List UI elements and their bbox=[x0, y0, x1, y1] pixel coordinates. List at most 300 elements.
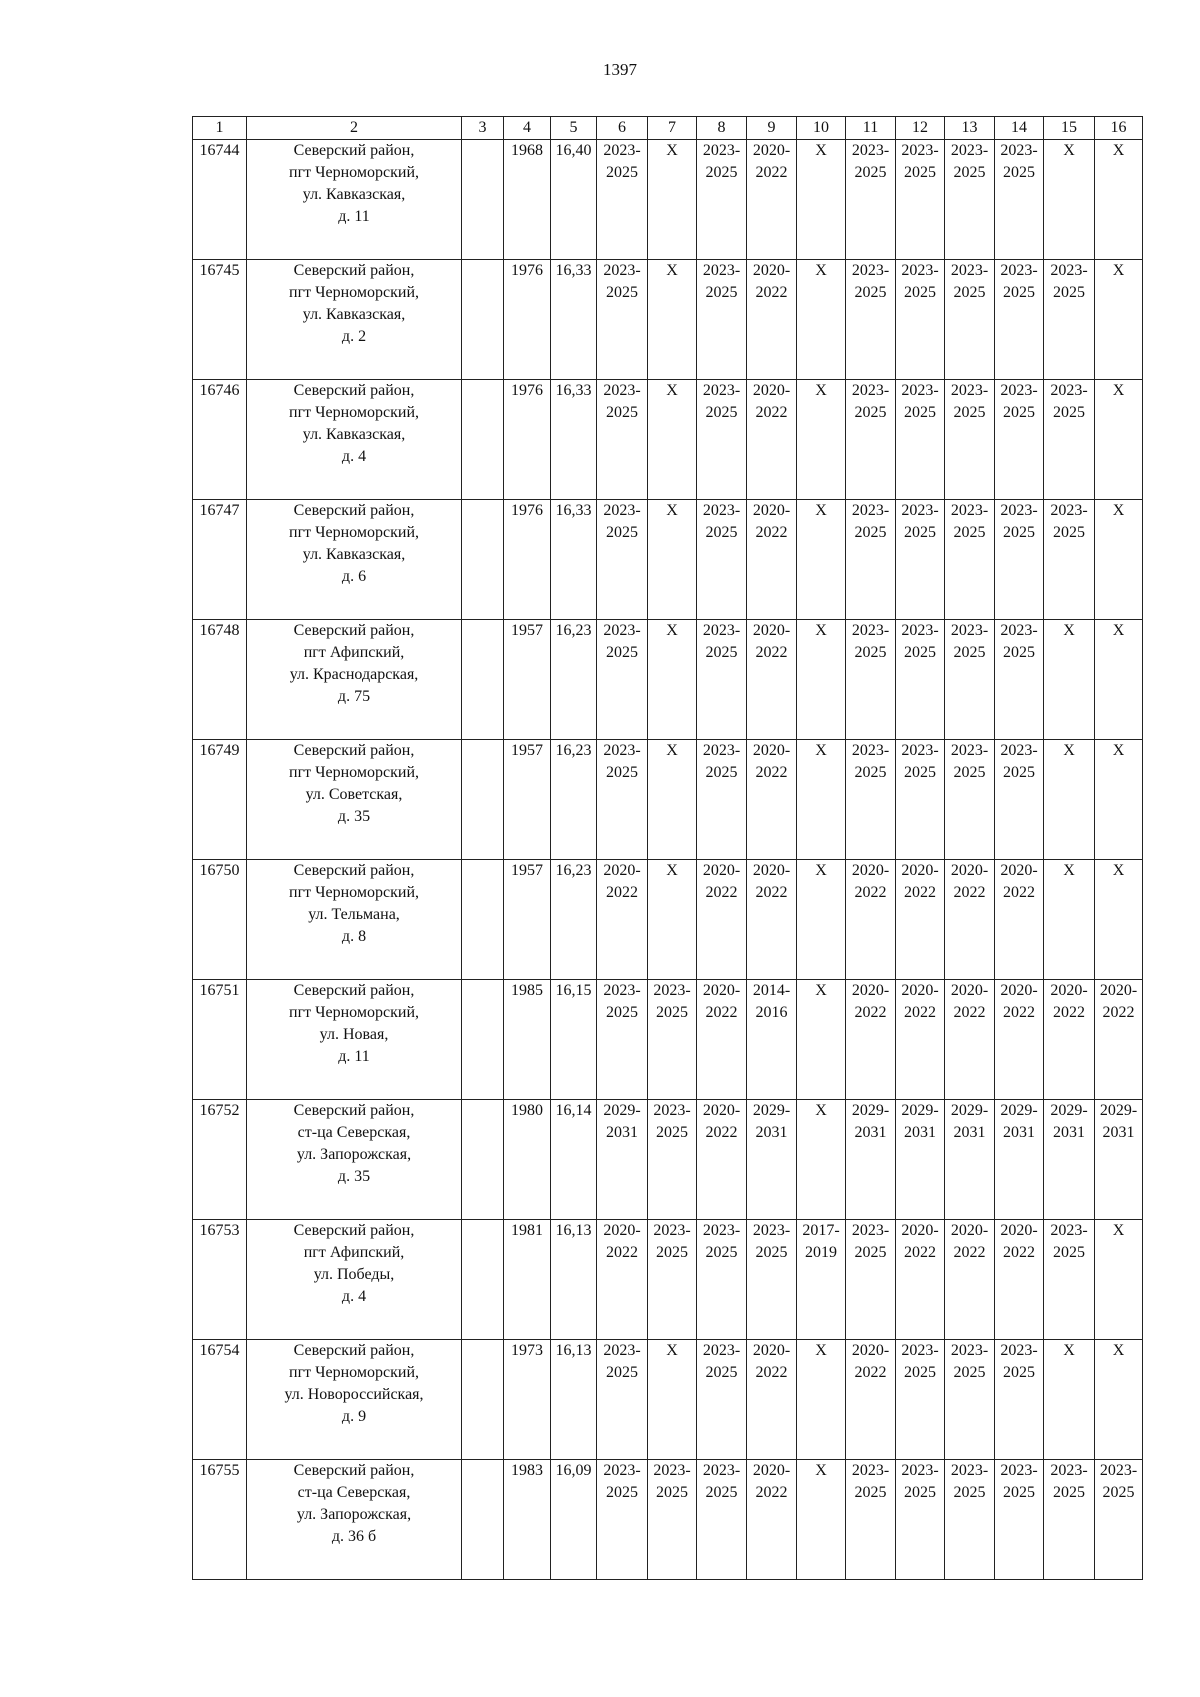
cell-line: 2020- bbox=[702, 982, 741, 999]
period-cell bbox=[747, 860, 797, 980]
cell-line: 2023- bbox=[851, 262, 890, 279]
cell-line: Северский район, bbox=[293, 1222, 415, 1239]
cell-line: Х bbox=[1063, 862, 1075, 879]
cell-line: 2022 bbox=[755, 644, 788, 661]
cell-line: 2023- bbox=[950, 622, 989, 639]
cell-line: Северский район, bbox=[293, 622, 415, 639]
cell-line: 2022 bbox=[904, 1244, 936, 1261]
cell-line: 2023- bbox=[603, 262, 641, 279]
period-cell bbox=[846, 980, 896, 1100]
cell-line: 2029- bbox=[901, 1102, 939, 1119]
period-cell bbox=[747, 620, 797, 740]
table-row bbox=[193, 140, 1143, 260]
period-cell bbox=[597, 260, 648, 380]
cell-line: 2020- bbox=[603, 862, 641, 879]
period-cell bbox=[597, 740, 648, 860]
year-cell: 1973 bbox=[504, 1340, 551, 1460]
cell-line: 2025 bbox=[606, 164, 638, 181]
cell-line: Х bbox=[1112, 1342, 1125, 1359]
period-cell bbox=[648, 980, 697, 1100]
period-cell bbox=[1044, 860, 1095, 980]
cell-line: 2023- bbox=[901, 142, 939, 159]
cell-line: Х bbox=[666, 382, 678, 399]
cell-line: 2022 bbox=[705, 884, 738, 901]
table-row bbox=[193, 1220, 1143, 1340]
period-cell bbox=[1044, 500, 1095, 620]
cell-line: 2025 bbox=[1003, 284, 1035, 301]
cell-line: 2031 bbox=[1102, 1124, 1135, 1141]
cell-line: ул. Кавказская, bbox=[302, 546, 406, 563]
cell-line: 2025 bbox=[1053, 1484, 1085, 1501]
cell-line: 2029- bbox=[1050, 1102, 1088, 1119]
period-cell bbox=[1044, 380, 1095, 500]
cell-line: пгт Черноморский, bbox=[289, 884, 419, 901]
period-cell bbox=[797, 740, 846, 860]
period-cell bbox=[1044, 1220, 1095, 1340]
period-cell bbox=[648, 1460, 697, 1580]
period-cell bbox=[945, 1220, 995, 1340]
period-cell bbox=[648, 740, 697, 860]
cell-line: 2025 bbox=[1003, 524, 1035, 541]
cell-line: 2031 bbox=[606, 1124, 638, 1141]
column-header: 7 bbox=[648, 117, 697, 140]
year-cell: 1968 bbox=[504, 140, 551, 260]
period-cell bbox=[945, 1460, 995, 1580]
cell-line: 2023- bbox=[901, 622, 939, 639]
period-cell bbox=[995, 620, 1044, 740]
value-cell: 16,23 bbox=[551, 620, 597, 740]
column-header: 9 bbox=[747, 117, 797, 140]
cell-line: 2025 bbox=[1053, 1244, 1085, 1261]
value-cell: 16,33 bbox=[551, 500, 597, 620]
cell-line: Северский район, bbox=[293, 1102, 415, 1119]
table-row bbox=[193, 1100, 1143, 1220]
period-cell bbox=[846, 500, 896, 620]
cell-line: Северский район, bbox=[293, 862, 415, 879]
cell-line: ул. Кавказская, bbox=[302, 426, 406, 443]
period-cell bbox=[846, 740, 896, 860]
cell-line: 2022 bbox=[755, 1484, 788, 1501]
cell-line: 2020- bbox=[752, 742, 791, 759]
year-cell: 1981 bbox=[504, 1220, 551, 1340]
period-cell bbox=[945, 1100, 995, 1220]
period-cell bbox=[846, 620, 896, 740]
cell-line: 2023- bbox=[1000, 502, 1038, 519]
period-cell bbox=[945, 620, 995, 740]
cell-line: 2023- bbox=[752, 1222, 791, 1239]
period-cell bbox=[697, 1100, 747, 1220]
cell-line: 2025 bbox=[854, 644, 887, 661]
period-cell bbox=[896, 260, 945, 380]
cell-line: 2025 bbox=[705, 644, 738, 661]
row-number-cell: 16745 bbox=[193, 260, 247, 380]
cell-line: 2025 bbox=[1003, 644, 1035, 661]
cell-line: 2023- bbox=[653, 1462, 691, 1479]
year-cell: 1957 bbox=[504, 860, 551, 980]
cell-line: 2023- bbox=[702, 622, 741, 639]
cell-line: 2031 bbox=[1053, 1124, 1085, 1141]
cell-line: Северский район, bbox=[293, 502, 415, 519]
cell-line: Х bbox=[1112, 142, 1125, 159]
cell-line: 2025 bbox=[606, 644, 638, 661]
cell-line: 2023- bbox=[1000, 142, 1038, 159]
cell-line: 2025 bbox=[904, 1364, 936, 1381]
cell-line: 2029- bbox=[851, 1102, 890, 1119]
cell-line: 2023- bbox=[851, 502, 890, 519]
cell-line: 2020- bbox=[950, 1222, 989, 1239]
period-cell bbox=[1044, 140, 1095, 260]
period-cell bbox=[995, 1460, 1044, 1580]
period-cell bbox=[697, 380, 747, 500]
period-cell bbox=[945, 860, 995, 980]
period-cell bbox=[1044, 740, 1095, 860]
table-body bbox=[193, 140, 1143, 1580]
cell-line: Северский район, bbox=[293, 742, 415, 759]
cell-line: 2023- bbox=[950, 142, 989, 159]
cell-line: 2022 bbox=[606, 1244, 638, 1261]
year-cell: 1976 bbox=[504, 500, 551, 620]
cell-line: 2020- bbox=[1000, 1222, 1038, 1239]
cell-line: Х bbox=[815, 862, 827, 879]
cell-line: 2023- bbox=[901, 1462, 939, 1479]
cell-line: 2025 bbox=[904, 1484, 936, 1501]
period-cell bbox=[1044, 1460, 1095, 1580]
cell-line: 2023- bbox=[1000, 622, 1038, 639]
cell-line: пгт Черноморский, bbox=[289, 164, 419, 181]
period-cell bbox=[1044, 1340, 1095, 1460]
cell-line: 2023- bbox=[702, 382, 741, 399]
cell-line: 2023- bbox=[1000, 382, 1038, 399]
cell-line: Х bbox=[666, 502, 678, 519]
column-3-cell bbox=[462, 1100, 504, 1220]
cell-line: 2023- bbox=[653, 1222, 691, 1239]
column-3-cell bbox=[462, 860, 504, 980]
period-cell bbox=[995, 740, 1044, 860]
cell-line: 2022 bbox=[1053, 1004, 1085, 1021]
table-row bbox=[193, 980, 1143, 1100]
cell-line: 2025 bbox=[953, 284, 986, 301]
year-cell: 1976 bbox=[504, 260, 551, 380]
cell-line: 2023- bbox=[603, 1342, 641, 1359]
column-header: 5 bbox=[551, 117, 597, 140]
period-cell bbox=[697, 980, 747, 1100]
period-cell bbox=[797, 260, 846, 380]
period-cell bbox=[1095, 380, 1143, 500]
cell-line: д. 75 bbox=[337, 688, 371, 705]
cell-line: Х bbox=[1063, 142, 1075, 159]
cell-line: 2025 bbox=[1053, 284, 1085, 301]
cell-line: 2025 bbox=[1003, 164, 1035, 181]
cell-line: 2020- bbox=[950, 862, 989, 879]
address-cell bbox=[247, 860, 462, 980]
column-3-cell bbox=[462, 1460, 504, 1580]
cell-line: 2023- bbox=[1000, 1342, 1038, 1359]
cell-line: 2023- bbox=[851, 1462, 890, 1479]
cell-line: Х bbox=[666, 862, 678, 879]
period-cell bbox=[896, 1220, 945, 1340]
period-cell bbox=[797, 980, 846, 1100]
cell-line: 2020- bbox=[1050, 982, 1088, 999]
cell-line: д. 8 bbox=[341, 928, 367, 945]
cell-line: 2020- bbox=[950, 982, 989, 999]
cell-line: пгт Черноморский, bbox=[289, 1004, 419, 1021]
column-3-cell bbox=[462, 140, 504, 260]
cell-line: 2023- bbox=[901, 742, 939, 759]
cell-line: 2022 bbox=[854, 1364, 887, 1381]
cell-line: 2025 bbox=[656, 1124, 688, 1141]
cell-line: 2022 bbox=[705, 1124, 738, 1141]
cell-line: 2023- bbox=[901, 1342, 939, 1359]
year-cell: 1985 bbox=[504, 980, 551, 1100]
cell-line: 2025 bbox=[904, 764, 936, 781]
row-number-cell: 16755 bbox=[193, 1460, 247, 1580]
cell-line: 2020- bbox=[851, 1342, 890, 1359]
period-cell bbox=[1095, 500, 1143, 620]
cell-line: ул. Кавказская, bbox=[302, 186, 406, 203]
cell-line: Х bbox=[1063, 1342, 1075, 1359]
cell-line: 2020- bbox=[752, 622, 791, 639]
cell-line: 2023- bbox=[950, 1342, 989, 1359]
column-3-cell bbox=[462, 980, 504, 1100]
period-cell bbox=[648, 1340, 697, 1460]
cell-line: 2025 bbox=[606, 1484, 638, 1501]
period-cell bbox=[846, 380, 896, 500]
cell-line: Х bbox=[666, 142, 678, 159]
cell-line: 2020- bbox=[752, 502, 791, 519]
column-header: 10 bbox=[797, 117, 846, 140]
column-3-cell bbox=[462, 500, 504, 620]
address-cell bbox=[247, 500, 462, 620]
cell-line: 2022 bbox=[953, 1244, 986, 1261]
cell-line: 2022 bbox=[904, 884, 936, 901]
cell-line: 2020- bbox=[901, 862, 939, 879]
cell-line: 2022 bbox=[755, 284, 788, 301]
period-cell bbox=[1044, 620, 1095, 740]
period-cell bbox=[896, 1340, 945, 1460]
cell-line: 2025 bbox=[953, 404, 986, 421]
period-cell bbox=[648, 260, 697, 380]
period-cell bbox=[747, 500, 797, 620]
cell-line: 2025 bbox=[705, 404, 738, 421]
column-header: 1 bbox=[193, 117, 247, 140]
cell-line: 2025 bbox=[656, 1484, 688, 1501]
column-header: 6 bbox=[597, 117, 648, 140]
cell-line: д. 35 bbox=[337, 1168, 371, 1185]
cell-line: 2025 bbox=[953, 764, 986, 781]
period-cell bbox=[896, 1100, 945, 1220]
cell-line: 2023- bbox=[1050, 1222, 1088, 1239]
table-row bbox=[193, 500, 1143, 620]
cell-line: 2023- bbox=[603, 142, 641, 159]
column-header: 4 bbox=[504, 117, 551, 140]
cell-line: 2023- bbox=[603, 1462, 641, 1479]
period-cell bbox=[797, 1100, 846, 1220]
cell-line: д. 4 bbox=[341, 448, 367, 465]
value-cell: 16,23 bbox=[551, 860, 597, 980]
period-cell bbox=[597, 980, 648, 1100]
cell-line: 2023- bbox=[901, 262, 939, 279]
period-cell bbox=[597, 380, 648, 500]
period-cell bbox=[797, 140, 846, 260]
cell-line: 2031 bbox=[1003, 1124, 1035, 1141]
period-cell bbox=[697, 500, 747, 620]
period-cell bbox=[945, 1340, 995, 1460]
table-row bbox=[193, 860, 1143, 980]
cell-line: 2022 bbox=[755, 764, 788, 781]
period-cell bbox=[995, 260, 1044, 380]
cell-line: ул. Новороссийская, bbox=[284, 1386, 424, 1403]
table-row bbox=[193, 380, 1143, 500]
period-cell bbox=[747, 1220, 797, 1340]
cell-line: 2020- bbox=[752, 382, 791, 399]
period-cell bbox=[697, 620, 747, 740]
cell-line: 2023- bbox=[901, 382, 939, 399]
cell-line: 2022 bbox=[1003, 1244, 1035, 1261]
period-cell bbox=[1095, 1220, 1143, 1340]
cell-line: 2023- bbox=[1050, 382, 1088, 399]
period-cell bbox=[995, 860, 1044, 980]
period-cell bbox=[597, 140, 648, 260]
cell-line: 2020- bbox=[1099, 982, 1138, 999]
value-cell: 16,13 bbox=[551, 1220, 597, 1340]
period-cell bbox=[797, 620, 846, 740]
cell-line: Х bbox=[815, 502, 827, 519]
period-cell bbox=[797, 1220, 846, 1340]
cell-line: 2023- bbox=[702, 1222, 741, 1239]
cell-line: 2025 bbox=[854, 764, 887, 781]
cell-line: пгт Черноморский, bbox=[289, 404, 419, 421]
address-cell bbox=[247, 620, 462, 740]
cell-line: 2029- bbox=[752, 1102, 791, 1119]
column-3-cell bbox=[462, 620, 504, 740]
cell-line: 2023- bbox=[1099, 1462, 1138, 1479]
row-number-cell: 16748 bbox=[193, 620, 247, 740]
cell-line: 2025 bbox=[656, 1004, 688, 1021]
cell-line: 2025 bbox=[705, 524, 738, 541]
period-cell bbox=[896, 980, 945, 1100]
period-cell bbox=[846, 1460, 896, 1580]
cell-line: 2023- bbox=[950, 382, 989, 399]
period-cell bbox=[597, 1100, 648, 1220]
cell-line: д. 11 bbox=[338, 208, 370, 225]
period-cell bbox=[697, 740, 747, 860]
period-cell bbox=[797, 1460, 846, 1580]
cell-line: 2025 bbox=[705, 764, 738, 781]
year-cell: 1980 bbox=[504, 1100, 551, 1220]
address-cell bbox=[247, 1100, 462, 1220]
cell-line: пгт Черноморский, bbox=[289, 284, 419, 301]
cell-line: Х bbox=[815, 382, 827, 399]
cell-line: 2023- bbox=[702, 1342, 741, 1359]
cell-line: 2025 bbox=[755, 1244, 788, 1261]
column-header: 12 bbox=[896, 117, 945, 140]
cell-line: 2023- bbox=[1050, 502, 1088, 519]
row-number-cell: 16754 bbox=[193, 1340, 247, 1460]
cell-line: пгт Черноморский, bbox=[289, 524, 419, 541]
cell-line: пгт Афипский, bbox=[303, 1244, 405, 1261]
cell-line: 2025 bbox=[904, 164, 936, 181]
address-cell bbox=[247, 260, 462, 380]
year-cell: 1976 bbox=[504, 380, 551, 500]
column-header: 2 bbox=[247, 117, 462, 140]
cell-line: ул. Запорожская, bbox=[296, 1506, 412, 1523]
cell-line: Северский район, bbox=[293, 1462, 415, 1479]
column-header: 14 bbox=[995, 117, 1044, 140]
cell-line: 2022 bbox=[953, 1004, 986, 1021]
value-cell: 16,09 bbox=[551, 1460, 597, 1580]
cell-line: 2031 bbox=[854, 1124, 887, 1141]
cell-line: 2031 bbox=[953, 1124, 986, 1141]
period-cell bbox=[995, 1220, 1044, 1340]
cell-line: Х bbox=[815, 742, 827, 759]
cell-line: Северский район, bbox=[293, 382, 415, 399]
cell-line: 2023- bbox=[901, 502, 939, 519]
period-cell bbox=[846, 860, 896, 980]
period-cell bbox=[747, 380, 797, 500]
period-cell bbox=[945, 980, 995, 1100]
cell-line: 2025 bbox=[656, 1244, 688, 1261]
cell-line: Х bbox=[815, 142, 827, 159]
table-row bbox=[193, 260, 1143, 380]
column-header: 3 bbox=[462, 117, 504, 140]
row-number-cell: 16753 bbox=[193, 1220, 247, 1340]
period-cell bbox=[896, 1460, 945, 1580]
cell-line: 2025 bbox=[1053, 404, 1085, 421]
cell-line: д. 6 bbox=[341, 568, 367, 585]
cell-line: 2019 bbox=[805, 1244, 837, 1261]
cell-line: 2023- bbox=[1000, 742, 1038, 759]
cell-line: 2031 bbox=[755, 1124, 788, 1141]
table-row bbox=[193, 1460, 1143, 1580]
cell-line: 2023- bbox=[603, 622, 641, 639]
cell-line: Х bbox=[666, 742, 678, 759]
cell-line: 2025 bbox=[606, 1004, 638, 1021]
cell-line: 2014- bbox=[752, 982, 791, 999]
period-cell bbox=[747, 1460, 797, 1580]
cell-line: 2023- bbox=[653, 982, 691, 999]
cell-line: 2025 bbox=[1003, 1364, 1035, 1381]
period-cell bbox=[648, 380, 697, 500]
cell-line: Северский район, bbox=[293, 1342, 415, 1359]
period-cell bbox=[995, 140, 1044, 260]
period-cell bbox=[697, 140, 747, 260]
cell-line: пгт Черноморский, bbox=[289, 1364, 419, 1381]
cell-line: 2025 bbox=[705, 164, 738, 181]
cell-line: 2025 bbox=[904, 524, 936, 541]
cell-line: 2025 bbox=[953, 644, 986, 661]
cell-line: 2023- bbox=[1000, 262, 1038, 279]
cell-line: д. 35 bbox=[337, 808, 371, 825]
cell-line: 2022 bbox=[904, 1004, 936, 1021]
period-cell bbox=[1044, 260, 1095, 380]
cell-line: 2022 bbox=[705, 1004, 738, 1021]
cell-line: 2025 bbox=[854, 284, 887, 301]
period-cell bbox=[995, 980, 1044, 1100]
cell-line: 2025 bbox=[606, 764, 638, 781]
cell-line: 2020- bbox=[1000, 862, 1038, 879]
column-header: 16 bbox=[1095, 117, 1143, 140]
column-header: 8 bbox=[697, 117, 747, 140]
cell-line: 2025 bbox=[1053, 524, 1085, 541]
period-cell bbox=[597, 500, 648, 620]
cell-line: 2025 bbox=[705, 284, 738, 301]
cell-line: 2023- bbox=[950, 742, 989, 759]
cell-line: 2023- bbox=[603, 502, 641, 519]
period-cell bbox=[1095, 740, 1143, 860]
cell-line: ул. Тельмана, bbox=[308, 906, 400, 923]
cell-line: 2022 bbox=[1102, 1004, 1135, 1021]
cell-line: 2031 bbox=[904, 1124, 936, 1141]
